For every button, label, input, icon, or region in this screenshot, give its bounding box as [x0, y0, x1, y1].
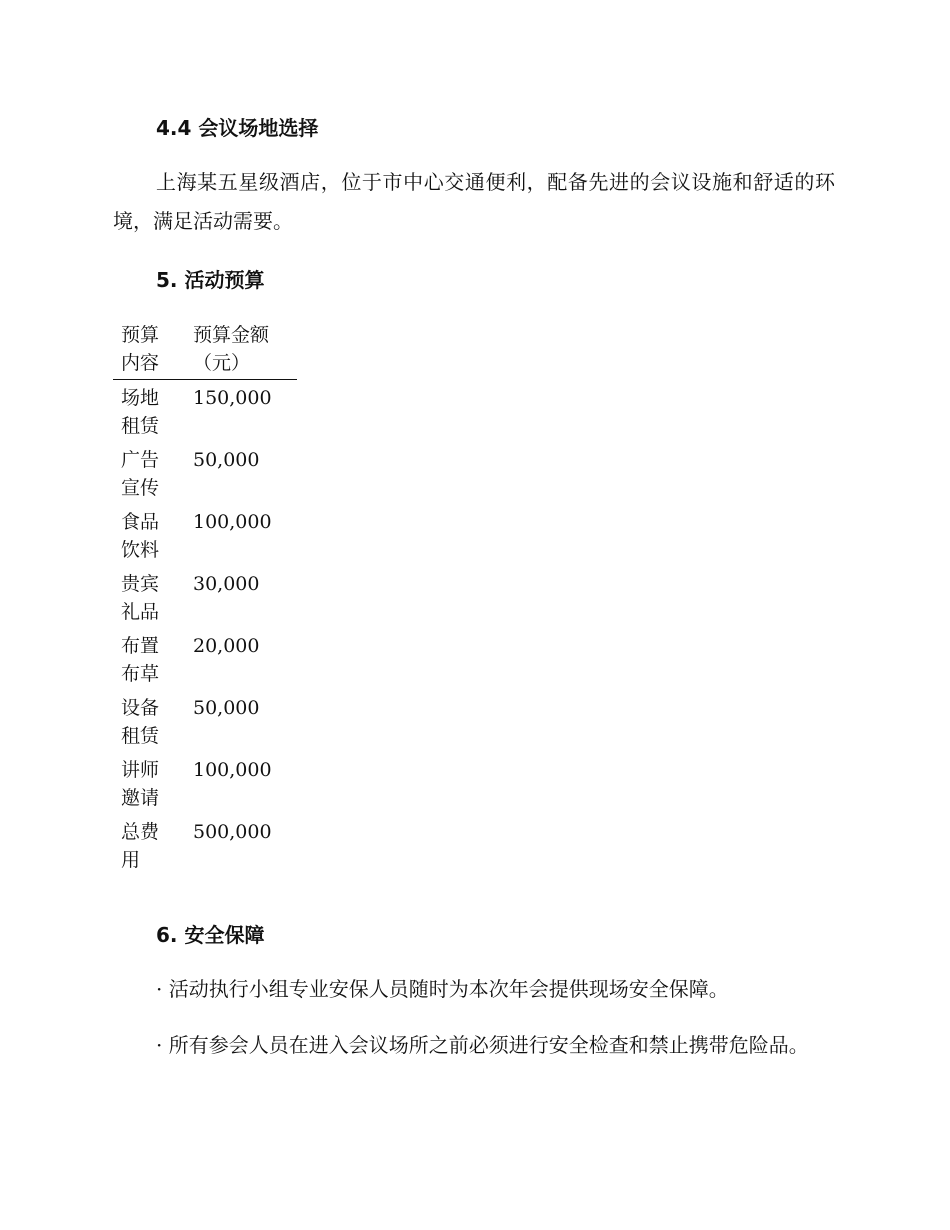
budget-amount: 100,000	[193, 511, 272, 533]
budget-amount: 50,000	[193, 449, 260, 471]
budget-amount: 50,000	[193, 697, 260, 719]
table-row	[113, 628, 297, 690]
table-row	[113, 380, 297, 443]
table-row	[113, 752, 297, 814]
budget-item: 布置布草	[121, 635, 160, 685]
table-row	[113, 814, 297, 876]
table-row	[113, 504, 297, 566]
table-row	[113, 442, 297, 504]
budget-table-header-row	[113, 321, 297, 380]
budget-table	[113, 321, 297, 876]
budget-item: 广告宣传	[121, 449, 160, 499]
budget-amount-total: 500,000	[193, 821, 272, 843]
budget-header-amount: 预算金额（元）	[193, 324, 270, 374]
budget-item: 讲师邀请	[121, 759, 160, 809]
table-row	[113, 690, 297, 752]
table-row	[113, 566, 297, 628]
budget-header-item: 预算内容	[121, 324, 160, 374]
budget-amount: 150,000	[193, 387, 272, 409]
venue-heading: 4.4 会议场地选择	[156, 116, 319, 140]
budget-item: 设备租赁	[121, 697, 160, 747]
budget-item-total: 总费用	[121, 821, 160, 871]
budget-item: 贵宾礼品	[121, 573, 160, 623]
security-bullet-2: · 所有参会人员在进入会议场所之前必须进行安全检查和禁止携带危险品。	[156, 1033, 809, 1057]
security-heading: 6. 安全保障	[156, 923, 265, 947]
budget-heading: 5. 活动预算	[156, 268, 265, 292]
venue-paragraph: 上海某五星级酒店，位于市中心交通便利，配备先进的会议设施和舒适的环境，满足活动需要。	[113, 170, 835, 233]
budget-amount: 20,000	[193, 635, 260, 657]
budget-amount: 100,000	[193, 759, 272, 781]
budget-item: 场地租赁	[121, 387, 160, 437]
security-bullet-1: · 活动执行小组专业安保人员随时为本次年会提供现场安全保障。	[156, 977, 729, 1001]
budget-amount: 30,000	[193, 573, 260, 595]
budget-item: 食品饮料	[121, 511, 160, 561]
